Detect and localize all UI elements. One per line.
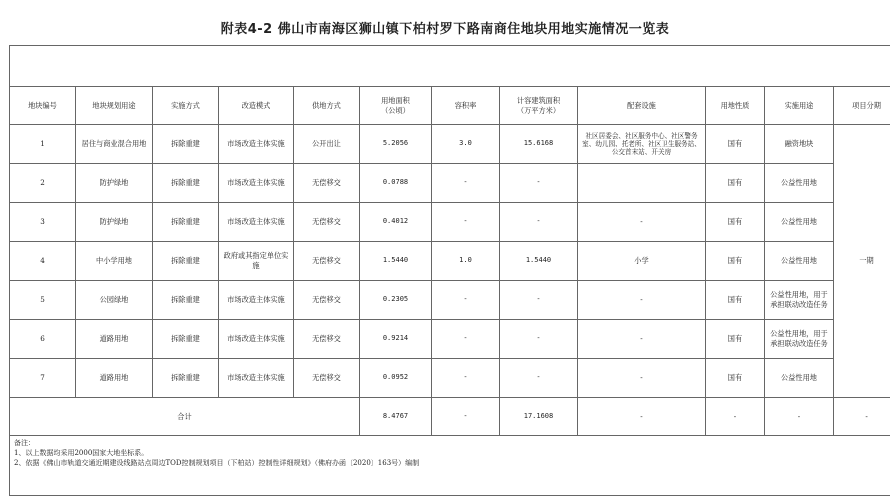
column-header: 地块规划用途 (76, 87, 153, 125)
table-cell: 1.5440 (500, 242, 578, 281)
total-far-cell: - (432, 398, 500, 436)
table-title: 附表4-2 佛山市南海区狮山镇下柏村罗下路南商住地块用地实施情况一览表 (220, 22, 670, 37)
table-cell: 无偿移交 (294, 359, 360, 398)
column-header: 计容建筑面积 （万平方米） (500, 87, 578, 125)
table-row (10, 320, 890, 359)
notes-heading: 备注： (14, 439, 35, 447)
table-cell: 公益性用地，用于承担联动改造任务 (765, 281, 834, 320)
table-cell: 拆除重建 (153, 125, 219, 164)
table-row (10, 203, 890, 242)
total-row (10, 398, 890, 436)
table-cell: 国有 (706, 125, 765, 164)
column-header: 实施用途 (765, 87, 834, 125)
table-cell: 公益性用地 (765, 359, 834, 398)
table-cell: 0.2305 (360, 281, 432, 320)
note-line: 1、以上数据均采用2000国家大地坐标系。 (14, 448, 149, 457)
table-cell: 公园绿地 (76, 281, 153, 320)
table-cell: - (432, 320, 500, 359)
table-cell: 1.5440 (360, 242, 432, 281)
total-area-cell: 8.4767 (360, 398, 432, 436)
table-cell (578, 164, 706, 203)
table-cell: 6 (10, 320, 76, 359)
table-row (10, 359, 890, 398)
land-use-table (9, 45, 890, 496)
table-cell: 4 (10, 242, 76, 281)
table-row (10, 164, 890, 203)
table-cell: - (578, 281, 706, 320)
table-cell: 无偿移交 (294, 203, 360, 242)
table-cell: 0.4012 (360, 203, 432, 242)
table-cell: 5.2056 (360, 125, 432, 164)
table-cell: 1.0 (432, 242, 500, 281)
column-header-row (10, 87, 890, 125)
table-cell: - (500, 320, 578, 359)
table-cell: 公开出让 (294, 125, 360, 164)
table-cell: 市场改造主体实施 (219, 203, 294, 242)
table-cell: - (500, 203, 578, 242)
column-header: 供地方式 (294, 87, 360, 125)
table-cell: 无偿移交 (294, 164, 360, 203)
table-cell: - (578, 203, 706, 242)
column-header: 配套设施 (578, 87, 706, 125)
table-cell: - (432, 281, 500, 320)
table-cell: 社区居委会、社区服务中心、社区警务室、幼儿园、托老所、社区卫生服务站、公交首末站、开关房 (578, 125, 706, 164)
table-row (10, 125, 890, 164)
table-cell: - (578, 359, 706, 398)
table-cell: - (578, 320, 706, 359)
table-cell: 公益性用地 (765, 164, 834, 203)
table-cell: 中小学用地 (76, 242, 153, 281)
notes-row (10, 436, 890, 496)
table-cell: 居住与商业混合用地 (76, 125, 153, 164)
table-cell: - (500, 164, 578, 203)
table-cell: 市场改造主体实施 (219, 359, 294, 398)
table-cell: 拆除重建 (153, 164, 219, 203)
table-cell: 无偿移交 (294, 320, 360, 359)
table-cell: 道路用地 (76, 359, 153, 398)
table-cell: 公益性用地 (765, 203, 834, 242)
table-cell: 0.0952 (360, 359, 432, 398)
table-cell: 国有 (706, 203, 765, 242)
table-cell: 拆除重建 (153, 281, 219, 320)
blank-header-row (10, 46, 890, 87)
table-cell: 拆除重建 (153, 320, 219, 359)
table-cell: - (432, 359, 500, 398)
table-cell: 道路用地 (76, 320, 153, 359)
column-header: 用地性质 (706, 87, 765, 125)
table-cell: 2 (10, 164, 76, 203)
table-cell: 拆除重建 (153, 242, 219, 281)
table-cell: 防护绿地 (76, 164, 153, 203)
table-cell: - (432, 203, 500, 242)
column-header: 项目分期 (834, 87, 890, 125)
total-facilities-cell: - (578, 398, 706, 436)
table-cell: 市场改造主体实施 (219, 281, 294, 320)
table-cell: 1 (10, 125, 76, 164)
table-cell: 政府或其指定单位实施 (219, 242, 294, 281)
total-label-cell: 合计 (10, 398, 360, 436)
column-header: 用地面积 （公顷） (360, 87, 432, 125)
table-cell: 无偿移交 (294, 281, 360, 320)
table-cell: 5 (10, 281, 76, 320)
table-cell: 国有 (706, 320, 765, 359)
table-cell: 拆除重建 (153, 359, 219, 398)
table-cell: 国有 (706, 242, 765, 281)
column-header: 地块编号 (10, 87, 76, 125)
table-cell: 15.6168 (500, 125, 578, 164)
table-cell: 防护绿地 (76, 203, 153, 242)
table-cell: 国有 (706, 281, 765, 320)
total-phase-cell: - (834, 398, 890, 436)
table-cell: 3.0 (432, 125, 500, 164)
table-cell: 7 (10, 359, 76, 398)
table-cell: 无偿移交 (294, 242, 360, 281)
total-nature-cell: - (706, 398, 765, 436)
column-header: 容积率 (432, 87, 500, 125)
table-cell: 3 (10, 203, 76, 242)
table-cell: 国有 (706, 359, 765, 398)
table-cell: 市场改造主体实施 (219, 164, 294, 203)
table-cell: 小学 (578, 242, 706, 281)
column-header: 改造模式 (219, 87, 294, 125)
table-cell: - (500, 359, 578, 398)
notes-cell (10, 436, 890, 496)
note-line: 2、依据《佛山市轨道交通近期建设线路站点周边TOD控制规划项目（下柏站）控制性详细规划》（佛府办函〔2020〕163号）编制 (14, 458, 420, 467)
table-cell: - (432, 164, 500, 203)
table-cell: 国有 (706, 164, 765, 203)
table-row (10, 242, 890, 281)
table-cell: 公益性用地 (765, 242, 834, 281)
total-usage-cell: - (765, 398, 834, 436)
table-cell: 市场改造主体实施 (219, 125, 294, 164)
column-header: 实施方式 (153, 87, 219, 125)
table-cell: - (500, 281, 578, 320)
table-cell: 公益性用地，用于承担联动改造任务 (765, 320, 834, 359)
phase-cell: 一期 (834, 125, 890, 398)
table-cell: 0.9214 (360, 320, 432, 359)
table-cell: 拆除重建 (153, 203, 219, 242)
table-cell: 市场改造主体实施 (219, 320, 294, 359)
table-cell: 融资地块 (765, 125, 834, 164)
table-cell: 0.0788 (360, 164, 432, 203)
table-row (10, 281, 890, 320)
total-gfa-cell: 17.1608 (500, 398, 578, 436)
